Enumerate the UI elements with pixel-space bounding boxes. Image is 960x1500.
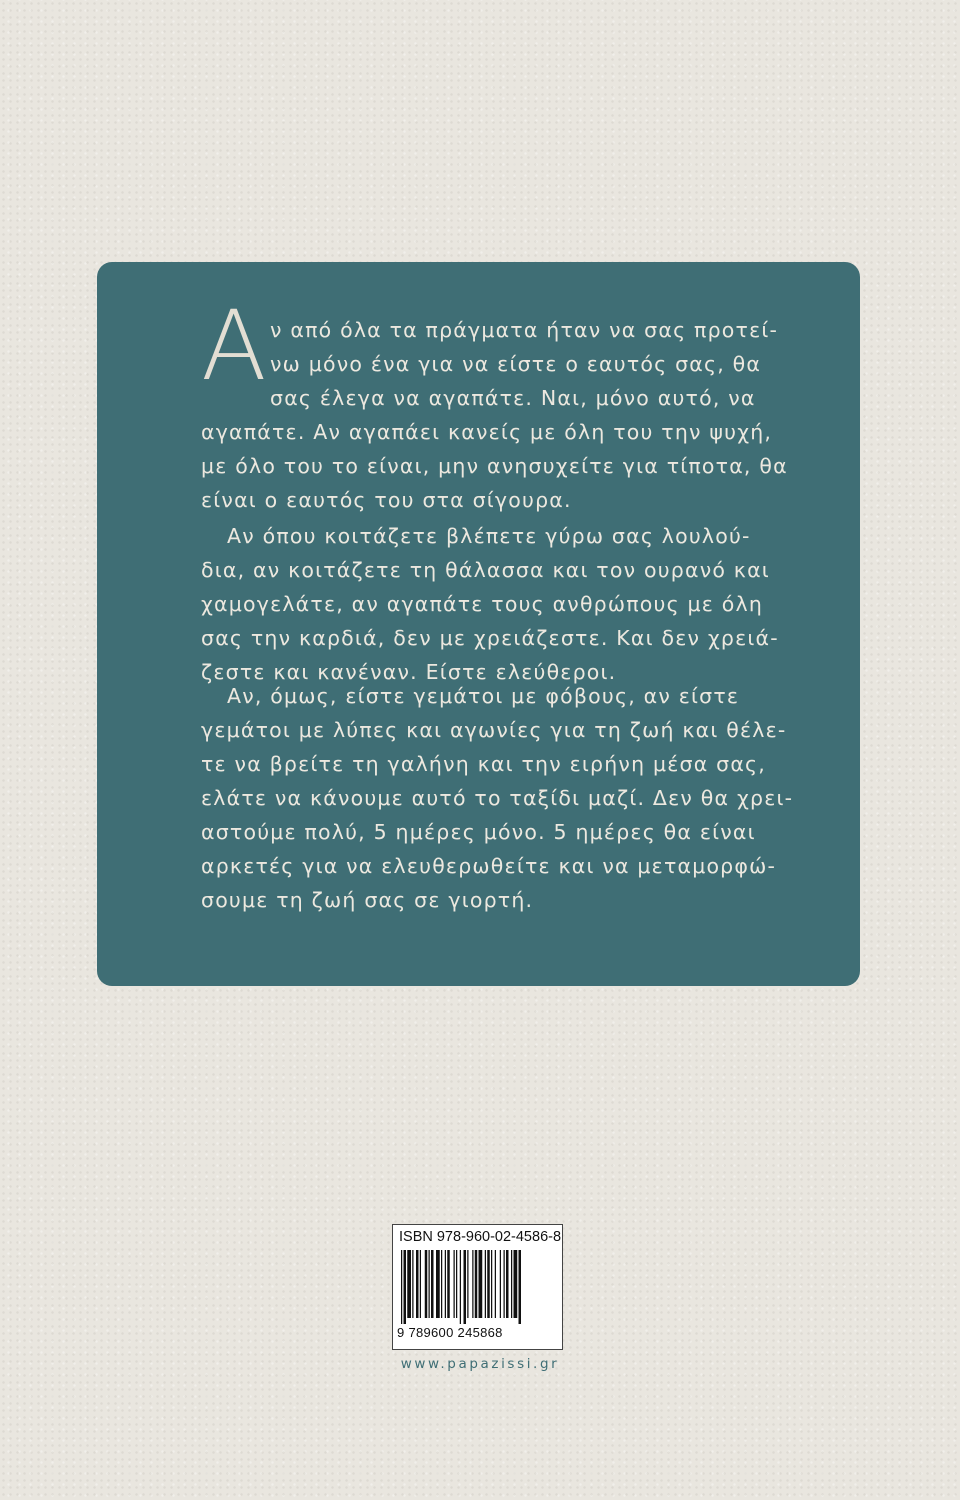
barcode-bar	[464, 1250, 467, 1324]
barcode-bar	[456, 1250, 457, 1318]
text-line: με όλο του το είναι, μην ανησυχείτε για τίποτα, θα	[201, 454, 788, 478]
barcode-bar	[487, 1250, 490, 1318]
barcode-bar	[447, 1250, 450, 1318]
barcode-bar	[514, 1250, 518, 1318]
barcode-bar	[506, 1250, 509, 1318]
barcode-bar	[425, 1250, 428, 1318]
barcode-bar	[475, 1250, 478, 1318]
text-line: γεμάτοι με λύπες και αγωνίες για τη ζωή και θέλε-	[201, 718, 787, 742]
text-line: ν από όλα τα πράγματα ήταν να σας προτεί-	[270, 318, 779, 342]
barcode-bar	[460, 1250, 461, 1324]
text-line: Αν, όμως, είστε γεμάτοι με φόβους, αν είστε	[227, 684, 740, 708]
text-line: δια, αν κοιτάζετε τη θάλασσα και τον ουρανό και	[201, 558, 770, 582]
barcode-bar	[500, 1250, 501, 1318]
barcode-bar	[467, 1250, 468, 1318]
barcode-bar	[429, 1250, 430, 1318]
text-line: σουμε τη ζωή σας σε γιορτή.	[201, 888, 534, 912]
isbn-barcode-box	[392, 1224, 563, 1350]
text-line: είναι ο εαυτός του στα σίγουρα.	[201, 488, 572, 512]
text-line: αρκετές για να ελευθερωθείτε και να μεταμορφώ-	[201, 854, 777, 878]
barcode-bar	[454, 1250, 455, 1318]
text-line: Αν όπου κοιτάζετε βλέπετε γύρω σας λουλού-	[227, 524, 751, 548]
barcode-bar	[420, 1250, 421, 1318]
barcode-bar	[519, 1250, 522, 1324]
barcode-bar	[491, 1250, 492, 1318]
text-line: αστούμε πολύ, 5 ημέρες μόνο. 5 ημέρες θα είναι	[201, 820, 756, 844]
text-line: ζεστε και κανέναν. Είστε ελεύθεροι.	[201, 660, 617, 684]
text-line: ελάτε να κάνουμε αυτό το ταξίδι μαζί. Δεν θα χρει-	[201, 786, 794, 810]
barcode-bar	[479, 1250, 483, 1318]
drop-cap: Α	[201, 290, 267, 402]
barcode-bar	[416, 1250, 419, 1318]
barcode-bar	[404, 1250, 407, 1324]
blurb-panel	[97, 262, 860, 986]
barcode-bar	[431, 1250, 434, 1318]
barcode-bar	[511, 1250, 512, 1318]
barcode-digits: 9 789600 245868	[397, 1325, 503, 1340]
text-line: σας την καρδιά, δεν με χρειάζεστε. Και δεν χρειά-	[201, 626, 779, 650]
barcode-bar	[504, 1250, 505, 1318]
text-line: νω μόνο ένα για να είστε ο εαυτός σας, θα	[270, 352, 762, 376]
barcode-bar	[495, 1250, 496, 1318]
barcode	[401, 1250, 554, 1324]
barcode-bar	[441, 1250, 442, 1318]
barcode-bar	[407, 1250, 411, 1318]
barcode-bar	[445, 1250, 446, 1318]
text-line: χαμογελάτε, αν αγαπάτε τους ανθρώπους με όλη	[201, 592, 764, 616]
barcode-bar	[412, 1250, 413, 1318]
isbn-label: ISBN 978-960-02-4586-8	[399, 1229, 562, 1245]
publisher-website: www.papazissi.gr	[400, 1356, 560, 1372]
text-line: αγαπάτε. Αν αγαπάει κανείς με όλη του την ψυχή,	[201, 420, 773, 444]
barcode-bar	[401, 1250, 402, 1324]
barcode-bar	[472, 1250, 473, 1318]
barcode-bar	[436, 1250, 440, 1318]
barcode-bar	[485, 1250, 486, 1318]
text-line: τε να βρείτε τη γαλήνη και την ειρήνη μέσα σας,	[201, 752, 766, 776]
text-line: σας έλεγα να αγαπάτε. Ναι, μόνο αυτό, να	[270, 386, 756, 410]
